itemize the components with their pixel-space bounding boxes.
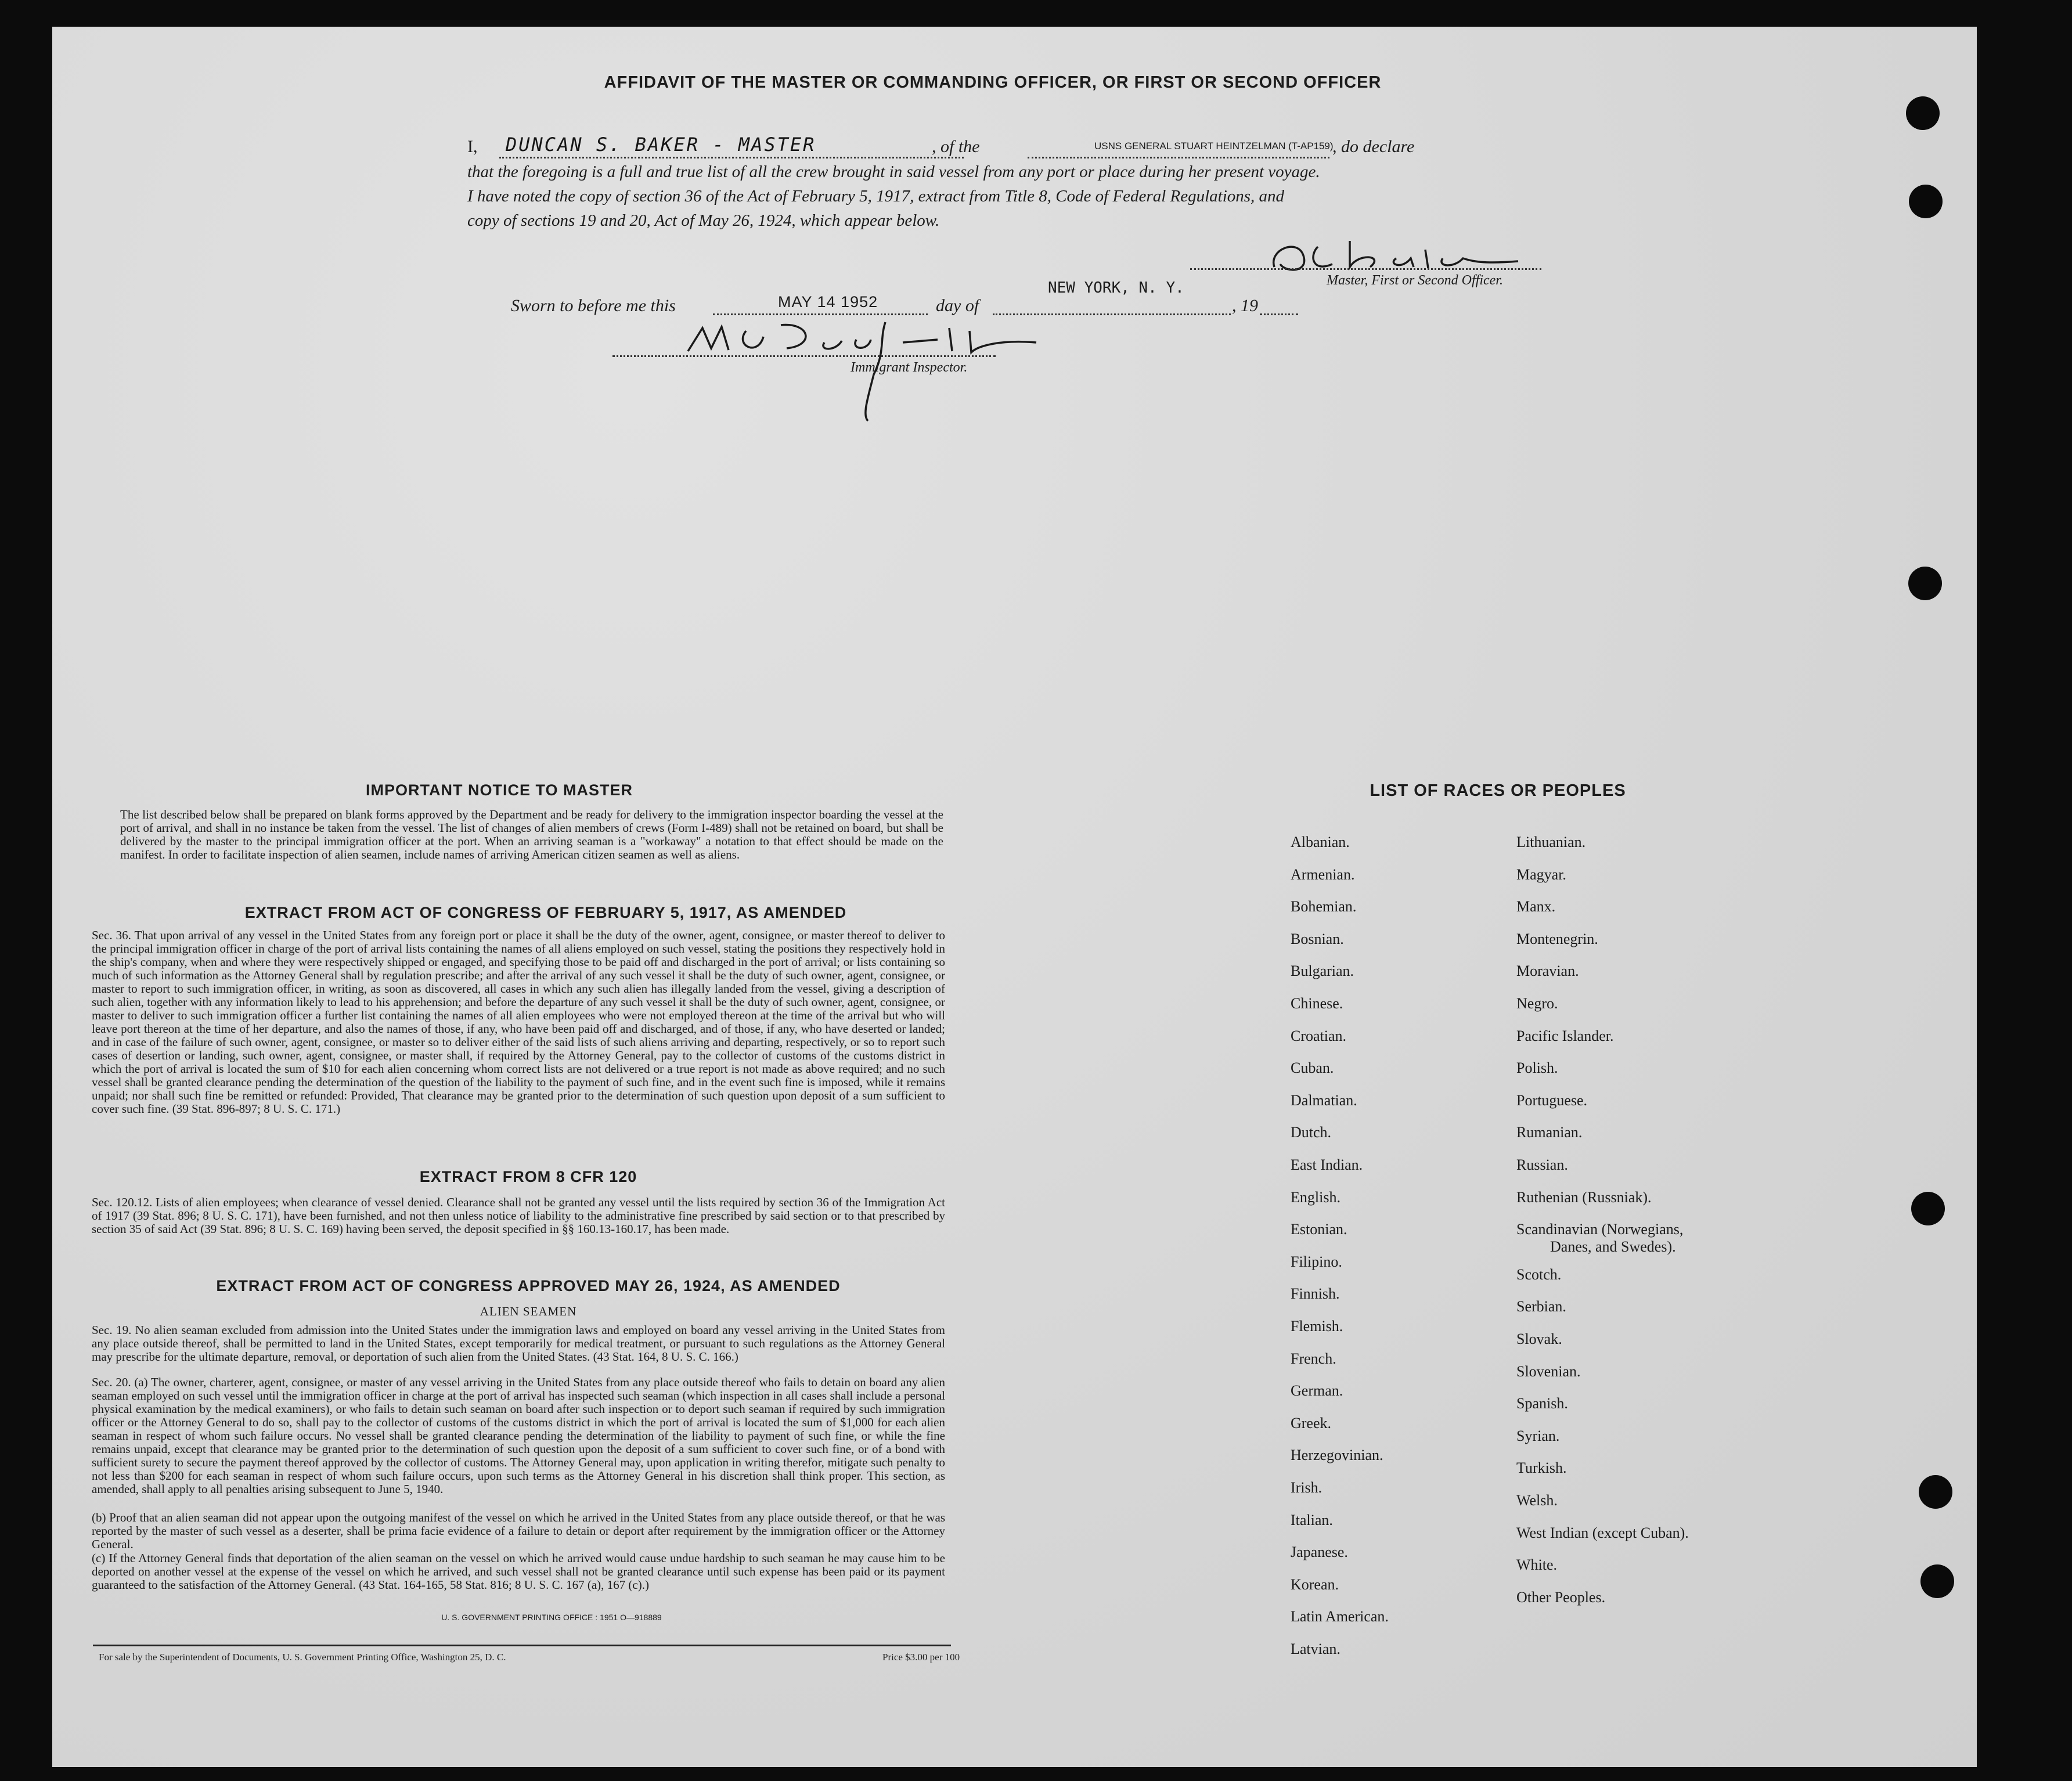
year-line: [1260, 313, 1298, 315]
extract-1924-sec20a: Sec. 20. (a) The owner, charterer, agent, consignee, or master of any vessel arriving in the United States from any place outside thereof who fails to detain on board any alien seaman employed on such vessel until the immigration officer in charge at the port of arrival has inspected such seaman (which inspection in all cases shall include a personal physical examination by the medical examiners), or who fails to detain such seaman on board after such inspection or to deport such seaman if required by such immigration officer or the Attorney General to do so, shall pay to the collector of customs of the customs district in which the port of arrival is located the sum of $1,000 for each alien seaman in respect of whom such failure occurs. No vessel shall be granted clearance pending the determination of the liability to payment of such fine, or while the fine remains unpaid, except that clearance may be granted prior to the determination of such question upon the deposit of a sum sufficient to cover such fine, or of a bond with sufficient surety to secure the payment thereof approved by the collector of customs. The Attorney General may, upon application in writing therefor, mitigate such penalty to not less than $200 for each seaman in respect of whom such failure occurs, upon such terms as the Attorney General in his discretion shall think proper. This section, as amended, shall apply to all penalties arising subsequent to June 5, 1940.: [92, 1375, 945, 1496]
race-item: Dalmatian.: [1291, 1091, 1357, 1109]
extract-1917-text: Sec. 36. That upon arrival of any vessel in the United States from any foreign port or place it shall be the duty of the owner, agent, consignee, or master thereof to deliver to the principal immigration officer in charge of the port of arrival lists containing the names of all aliens employed on such vessel, stating the positions they respectively hold in the ship's company, when and where they were respectively shipped or engaged, and specifying those to be paid off and discharged in the port of arrival; or lists containing so much of such information as the Attorney General shall by regulation prescribe; and after the arrival of any such vessel it shall be the duty of such owner, agent, consignee, or master to report to such immigration officer, in writing, as soon as discovered, all cases in which any such alien has illegally landed from the vessel, giving a description of such alien, together with any information likely to lead to his apprehension; and before the departure of any such vessel it shall be the duty of such owner, agent, consignee, or master to deliver to such immigration officer a further list containing the names of all alien employees who were not employed thereon at the time of the arrival but who will leave port thereon at the time of her departure, and also the names of those, if any, who have been paid off and discharged, and of those, if any, who have deserted or landed; and in case of the failure of such owner, agent, consignee, or master so to deliver either of the said lists of such aliens arriving and departing, respectively, or so to report such cases of desertion or landing, such owner, agent, consignee, or master shall, if required by the Attorney General, pay to the collector of customs of the customs district in which the port of arrival is located the sum of $10 for each alien concerning whom correct lists are not delivered or a true report is not made as above required; and no such vessel shall be granted clearance pending the determination of the question of the liability to the payment of such fine, and in the event such fine is imposed, while it remains unpaid; nor shall such fine be remitted or refunded: Provided, That clearance may be granted prior to the determination of such question upon deposit of a sum sufficient to cover such fine. (39 Stat. 896-897; 8 U. S. C. 171.): [92, 928, 945, 1116]
extract-1917-title: EXTRACT FROM ACT OF CONGRESS OF FEBRUARY 5, 1917, AS AMENDED: [244, 904, 847, 921]
extract-cfr-title: EXTRACT FROM 8 CFR 120: [419, 1168, 637, 1185]
extract-1924-sec20c: (c) If the Attorney General finds that deportation of the alien seaman on the vessel on which he arrived would cause undue hardship to such seaman he may cause him to be deported on another vessel at the expense of the vessel on which he arrived, and such vessel shall not be granted clearance until such expense has been paid or its payment guaranteed to the satisfaction of the Attorney General. (43 Stat. 164-165, 58 Stat. 816; 8 U. S. C. 167 (a), 167 (c).): [92, 1551, 945, 1592]
statement-2: I have noted the copy of section 36 of the Act of February 5, 1917, extract from Title 8, Code of Federal Regulations, and: [467, 187, 1285, 206]
race-item: Other Peoples.: [1516, 1588, 1606, 1606]
sworn-prefix: Sworn to before me this: [511, 296, 676, 315]
race-item: Slovenian.: [1516, 1362, 1581, 1380]
punch-hole: [1911, 1192, 1945, 1225]
inspector-signature-line: [612, 355, 996, 357]
statement-1: that the foregoing is a full and true list of all the crew brought in said vessel from any port or place during her present voyage.: [467, 163, 1320, 181]
race-item: German.: [1291, 1382, 1343, 1400]
race-item: Chinese.: [1291, 995, 1343, 1012]
race-item: Ruthenian (Russniak).: [1516, 1188, 1652, 1206]
race-item: Bosnian.: [1291, 930, 1344, 947]
race-item: Filipino.: [1291, 1253, 1342, 1270]
race-item: Lithuanian.: [1516, 834, 1586, 850]
race-item: Spanish.: [1516, 1395, 1568, 1412]
statement-3: copy of sections 19 and 20, Act of May 26, 1924, which appear below.: [467, 211, 940, 230]
race-item: Cuban.: [1291, 1059, 1334, 1077]
extract-1924-sec20b: (b) Proof that an alien seaman did not appear upon the outgoing manifest of the vessel on which he arrived in the United States from any place outside thereof, or that he was reported by the master of such vessel as a deserter, shall be prima facie evidence of a failure to detain or deport after requirement by the immigration officer or the Attorney General.: [92, 1510, 945, 1551]
race-item: Finnish.: [1291, 1285, 1340, 1303]
place-stamp: NEW YORK, N. Y.: [1048, 279, 1184, 297]
day-of-label: day of: [936, 296, 979, 315]
race-item: Greek.: [1291, 1414, 1332, 1432]
punch-hole: [1909, 185, 1943, 218]
race-item: Serbian.: [1516, 1298, 1566, 1315]
race-item: Magyar.: [1516, 866, 1566, 883]
manifest-page: [52, 27, 1977, 1767]
declarant-name: DUNCAN S. BAKER - MASTER: [506, 134, 816, 156]
place-line: [993, 313, 1231, 315]
affidavit-heading: AFFIDAVIT OF THE MASTER OR COMMANDING OFFICER, OR FIRST OR SECOND OFFICER: [604, 73, 1382, 92]
footer-sale-note: For sale by the Superintendent of Documents, U. S. Government Printing Office, Washington 25, D. C.: [99, 1652, 506, 1663]
inspector-caption: Immigrant Inspector.: [851, 360, 968, 375]
race-item: Moravian.: [1516, 962, 1579, 980]
vessel-line: [1028, 157, 1329, 158]
race-item: English.: [1291, 1188, 1341, 1206]
race-item: Scotch.: [1516, 1266, 1562, 1283]
race-item: Slovak.: [1516, 1331, 1562, 1347]
sworn-date-stamp: MAY 14 1952: [778, 293, 878, 311]
master-signature-line: [1190, 268, 1541, 270]
race-item: Dutch.: [1291, 1124, 1332, 1141]
notice-text: The list described below shall be prepared on blank forms approved by the Department and be ready for delivery to the immigration inspector boarding the vessel at the port of arrival, and shall in no instance be taken from the vessel. The list of changes of alien members of crews (Form I-489) shall not be retained on board, but shall be delivered by the master to the principal immigration officer at the port. When an arriving seaman is a "workaway" a notation to that effect should be made on the manifest. In order to facilitate inspection of alien seamen, include names of arriving American citizen seamen as well as aliens.: [120, 807, 943, 861]
race-item: Danes, and Swedes).: [1550, 1238, 1676, 1256]
race-item: White.: [1516, 1556, 1558, 1574]
race-item: Estonian.: [1291, 1221, 1347, 1238]
race-item: Bohemian.: [1291, 898, 1357, 915]
race-item: Latvian.: [1291, 1641, 1341, 1657]
race-item: Flemish.: [1291, 1318, 1343, 1335]
of-the-label: , of the: [932, 137, 980, 156]
extract-1924-subtitle: ALIEN SEAMEN: [480, 1304, 577, 1318]
do-declare-label: , do declare: [1332, 137, 1415, 156]
race-item: Japanese.: [1291, 1544, 1348, 1561]
race-item: Montenegrin.: [1516, 930, 1598, 947]
punch-hole: [1906, 96, 1940, 130]
master-caption: Master, First or Second Officer.: [1327, 273, 1503, 288]
race-item: Manx.: [1516, 898, 1556, 915]
race-item: Bulgarian.: [1291, 962, 1354, 980]
race-item: Croatian.: [1291, 1027, 1347, 1044]
race-item: Rumanian.: [1516, 1124, 1583, 1141]
extract-1924-sec19: Sec. 19. No alien seaman excluded from admission into the United States under the immigration laws and employed on board any vessel arriving in the United States from any place outside thereof, shall be permitted to land in the United States, except temporarily for medical treatment, or pursuant to such regulations as the Attorney General may prescribe for the ultimate departure, removal, or deportation of such alien from the United States. (43 Stat. 164, 8 U. S. C. 166.): [92, 1323, 945, 1364]
race-item: Negro.: [1516, 995, 1558, 1012]
footer-rule: [93, 1645, 951, 1646]
race-item: Welsh.: [1516, 1492, 1558, 1509]
race-item: Armenian.: [1291, 866, 1355, 883]
sworn-date-line: [713, 313, 928, 315]
race-item: Herzegovinian.: [1291, 1447, 1383, 1464]
printing-office-note: U. S. GOVERNMENT PRINTING OFFICE : 1951 O—918889: [441, 1613, 662, 1622]
race-item: Pacific Islander.: [1516, 1027, 1614, 1044]
punch-hole: [1919, 1475, 1952, 1509]
year-prefix: , 19: [1232, 296, 1258, 315]
race-item: Scandinavian (Norwegians,: [1516, 1221, 1684, 1238]
race-item: Albanian.: [1291, 834, 1350, 850]
race-item: Turkish.: [1516, 1459, 1567, 1477]
extract-cfr-text: Sec. 120.12. Lists of alien employees; when clearance of vessel denied. Clearance shall not be granted any vessel until the lists required by section 36 of the Immigration Act of 1917 (39 Stat. 896; 8 U. S. C. 171), have been furnished, and not then unless notice of liability to the administrative fine prescribed by said section or to that prescribed by section 35 of said Act (39 Stat. 896; 8 U. S. C. 169) having been served, the deposit specified in §§ 160.13-160.17, has been made.: [92, 1195, 945, 1236]
vessel-name: USNS GENERAL STUART HEINTZELMAN (T-AP159): [1094, 140, 1334, 152]
race-item: Portuguese.: [1516, 1091, 1588, 1109]
races-title: LIST OF RACES OR PEOPLES: [1370, 781, 1626, 800]
race-item: East Indian.: [1291, 1156, 1363, 1173]
race-item: Irish.: [1291, 1479, 1323, 1496]
race-item: Syrian.: [1516, 1427, 1560, 1444]
race-item: Korean.: [1291, 1576, 1339, 1593]
notice-title: IMPORTANT NOTICE TO MASTER: [366, 781, 633, 799]
declarant-line: [499, 157, 964, 158]
race-item: French.: [1291, 1350, 1336, 1367]
i-prefix: I,: [467, 137, 478, 156]
extract-1924-title: EXTRACT FROM ACT OF CONGRESS APPROVED MAY 26, 1924, AS AMENDED: [216, 1277, 841, 1295]
race-item: Latin American.: [1291, 1608, 1389, 1625]
race-item: Russian.: [1516, 1156, 1568, 1173]
punch-hole: [1920, 1564, 1954, 1598]
race-item: Polish.: [1516, 1059, 1558, 1077]
race-item: West Indian (except Cuban).: [1516, 1524, 1689, 1541]
punch-hole: [1908, 567, 1942, 600]
footer-price: Price $3.00 per 100: [882, 1652, 960, 1663]
race-item: Italian.: [1291, 1511, 1333, 1528]
